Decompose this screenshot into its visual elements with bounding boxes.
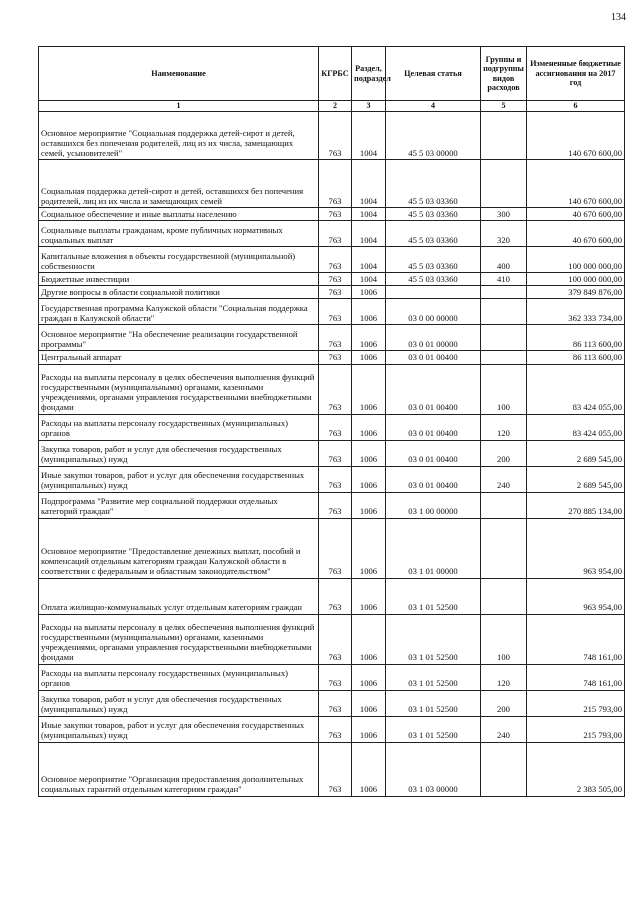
table-row bbox=[39, 440, 625, 466]
row-group: 200 bbox=[481, 440, 527, 466]
row-target: 03 1 01 00000 bbox=[386, 518, 481, 578]
row-name: Социальное обеспечение и иные выплаты населению bbox=[39, 208, 319, 221]
row-amount: 86 113 600,00 bbox=[527, 325, 625, 351]
row-target: 03 0 00 00000 bbox=[386, 299, 481, 325]
row-kgrbs: 763 bbox=[319, 716, 352, 742]
row-group: 120 bbox=[481, 664, 527, 690]
row-amount: 963 954,00 bbox=[527, 518, 625, 578]
row-name: Иные закупки товаров, работ и услуг для обеспечения государственных (муниципальных) нужд bbox=[39, 716, 319, 742]
row-target: 03 0 01 00400 bbox=[386, 440, 481, 466]
row-group: 410 bbox=[481, 273, 527, 286]
row-kgrbs: 763 bbox=[319, 690, 352, 716]
table-row bbox=[39, 299, 625, 325]
row-name: Расходы на выплаты персоналу государственных (муниципальных) органов bbox=[39, 664, 319, 690]
row-target bbox=[386, 286, 481, 299]
row-name: Оплата жилищно-коммунальных услуг отдельным категориям граждан bbox=[39, 578, 319, 614]
row-target: 03 0 01 00000 bbox=[386, 325, 481, 351]
row-kgrbs: 763 bbox=[319, 518, 352, 578]
row-group bbox=[481, 160, 527, 208]
table-row bbox=[39, 351, 625, 364]
column-number: 5 bbox=[481, 101, 527, 112]
row-amount: 100 000 000,00 bbox=[527, 273, 625, 286]
header-target: Целевая статья bbox=[386, 47, 481, 101]
table-row bbox=[39, 614, 625, 664]
row-section: 1006 bbox=[352, 614, 386, 664]
row-kgrbs: 763 bbox=[319, 614, 352, 664]
column-number: 4 bbox=[386, 101, 481, 112]
row-target: 03 0 01 00400 bbox=[386, 466, 481, 492]
header-section: Раздел, подраздел bbox=[352, 47, 386, 101]
row-name: Подпрограмма "Развитие мер социальной поддержки отдельных категорий граждан" bbox=[39, 492, 319, 518]
row-section: 1006 bbox=[352, 664, 386, 690]
row-group: 240 bbox=[481, 716, 527, 742]
row-amount: 379 849 876,00 bbox=[527, 286, 625, 299]
row-target: 45 5 03 03360 bbox=[386, 208, 481, 221]
row-group bbox=[481, 578, 527, 614]
row-kgrbs: 763 bbox=[319, 664, 352, 690]
table-row bbox=[39, 221, 625, 247]
table-row bbox=[39, 286, 625, 299]
row-group: 240 bbox=[481, 466, 527, 492]
row-section: 1006 bbox=[352, 286, 386, 299]
row-kgrbs: 763 bbox=[319, 299, 352, 325]
table-row bbox=[39, 160, 625, 208]
row-kgrbs: 763 bbox=[319, 440, 352, 466]
row-target: 03 0 01 00400 bbox=[386, 414, 481, 440]
row-amount: 140 670 600,00 bbox=[527, 160, 625, 208]
row-name: Закупка товаров, работ и услуг для обеспечения государственных (муниципальных) нужд bbox=[39, 440, 319, 466]
row-section: 1006 bbox=[352, 690, 386, 716]
table-row bbox=[39, 518, 625, 578]
row-section: 1006 bbox=[352, 325, 386, 351]
row-section: 1006 bbox=[352, 466, 386, 492]
column-number: 2 bbox=[319, 101, 352, 112]
table-row bbox=[39, 466, 625, 492]
row-target: 45 5 03 03360 bbox=[386, 247, 481, 273]
row-target: 03 1 01 52500 bbox=[386, 690, 481, 716]
column-number-row bbox=[39, 101, 625, 112]
table-row bbox=[39, 414, 625, 440]
row-target: 03 1 01 52500 bbox=[386, 614, 481, 664]
row-section: 1004 bbox=[352, 112, 386, 160]
header-row bbox=[39, 47, 625, 101]
row-group bbox=[481, 351, 527, 364]
row-amount: 83 424 055,00 bbox=[527, 364, 625, 414]
page-number: 134 bbox=[611, 12, 626, 23]
row-target: 45 5 03 03360 bbox=[386, 221, 481, 247]
row-group bbox=[481, 518, 527, 578]
row-section: 1006 bbox=[352, 351, 386, 364]
row-name: Расходы на выплаты персоналу в целях обеспечения выполнения функций государственными (муниципальными) органами, казенными учреждениями, органами управления государственными внебюджетными фондами bbox=[39, 364, 319, 414]
row-kgrbs: 763 bbox=[319, 247, 352, 273]
row-section: 1004 bbox=[352, 273, 386, 286]
row-section: 1006 bbox=[352, 414, 386, 440]
row-target: 03 0 01 00400 bbox=[386, 364, 481, 414]
row-section: 1006 bbox=[352, 716, 386, 742]
row-target: 45 5 03 00000 bbox=[386, 112, 481, 160]
row-target: 03 0 01 00400 bbox=[386, 351, 481, 364]
row-name: Основное мероприятие "Социальная поддержка детей-сирот и детей, оставшихся без попечения родителей, лиц из их числа, замещающих семей, усыновителей" bbox=[39, 112, 319, 160]
row-kgrbs: 763 bbox=[319, 466, 352, 492]
row-kgrbs: 763 bbox=[319, 160, 352, 208]
row-amount: 748 161,00 bbox=[527, 664, 625, 690]
row-section: 1006 bbox=[352, 440, 386, 466]
row-group: 200 bbox=[481, 690, 527, 716]
row-target: 03 1 00 00000 bbox=[386, 492, 481, 518]
row-amount: 83 424 055,00 bbox=[527, 414, 625, 440]
row-amount: 963 954,00 bbox=[527, 578, 625, 614]
row-amount: 100 000 000,00 bbox=[527, 247, 625, 273]
row-name: Социальная поддержка детей-сирот и детей, оставшихся без попечения родителей, лиц из их числа и замещающих семей bbox=[39, 160, 319, 208]
row-name: Расходы на выплаты персоналу государственных (муниципальных) органов bbox=[39, 414, 319, 440]
header-name: Наименование bbox=[39, 47, 319, 101]
row-amount: 215 793,00 bbox=[527, 716, 625, 742]
row-group bbox=[481, 286, 527, 299]
row-name: Расходы на выплаты персоналу в целях обеспечения выполнения функций государственными (муниципальными) органами, казенными учреждениями, органами управления государственными внебюджетными фондами bbox=[39, 614, 319, 664]
row-amount: 2 689 545,00 bbox=[527, 440, 625, 466]
row-group: 400 bbox=[481, 247, 527, 273]
table-row bbox=[39, 578, 625, 614]
row-kgrbs: 763 bbox=[319, 578, 352, 614]
row-name: Основное мероприятие "Предоставление денежных выплат, пособий и компенсаций отдельным категориям граждан Калужской области в соответствии с федеральным и областным законодательством" bbox=[39, 518, 319, 578]
header-amount: Измененные бюджетные ассигнования на 2017 год bbox=[527, 47, 625, 101]
row-kgrbs: 763 bbox=[319, 325, 352, 351]
row-section: 1006 bbox=[352, 578, 386, 614]
row-group bbox=[481, 112, 527, 160]
row-target: 03 1 03 00000 bbox=[386, 742, 481, 796]
row-kgrbs: 763 bbox=[319, 492, 352, 518]
row-section: 1004 bbox=[352, 221, 386, 247]
row-kgrbs: 763 bbox=[319, 221, 352, 247]
row-name: Закупка товаров, работ и услуг для обеспечения государственных (муниципальных) нужд bbox=[39, 690, 319, 716]
column-number: 3 bbox=[352, 101, 386, 112]
row-target: 45 5 03 03360 bbox=[386, 273, 481, 286]
row-amount: 748 161,00 bbox=[527, 614, 625, 664]
row-kgrbs: 763 bbox=[319, 742, 352, 796]
row-section: 1004 bbox=[352, 160, 386, 208]
row-name: Основное мероприятие "На обеспечение реализации государственной программы" bbox=[39, 325, 319, 351]
row-name: Центральный аппарат bbox=[39, 351, 319, 364]
row-section: 1004 bbox=[352, 247, 386, 273]
row-section: 1006 bbox=[352, 492, 386, 518]
row-amount: 270 885 134,00 bbox=[527, 492, 625, 518]
row-section: 1006 bbox=[352, 299, 386, 325]
column-number: 6 bbox=[527, 101, 625, 112]
header-kgrbs: КГРБС bbox=[319, 47, 352, 101]
row-group bbox=[481, 325, 527, 351]
row-amount: 362 333 734,00 bbox=[527, 299, 625, 325]
row-amount: 2 383 505,00 bbox=[527, 742, 625, 796]
row-section: 1006 bbox=[352, 518, 386, 578]
row-target: 45 5 03 03360 bbox=[386, 160, 481, 208]
row-name: Основное мероприятие "Организация предоставления дополнительных социальных гарантий отдельным категориям граждан" bbox=[39, 742, 319, 796]
table-row bbox=[39, 364, 625, 414]
row-amount: 215 793,00 bbox=[527, 690, 625, 716]
row-kgrbs: 763 bbox=[319, 351, 352, 364]
row-group: 120 bbox=[481, 414, 527, 440]
budget-table bbox=[38, 46, 625, 797]
row-section: 1006 bbox=[352, 742, 386, 796]
row-amount: 86 113 600,00 bbox=[527, 351, 625, 364]
row-target: 03 1 01 52500 bbox=[386, 716, 481, 742]
row-target: 03 1 01 52500 bbox=[386, 664, 481, 690]
row-amount: 140 670 600,00 bbox=[527, 112, 625, 160]
table-row bbox=[39, 664, 625, 690]
table-row bbox=[39, 273, 625, 286]
row-name: Другие вопросы в области социальной политики bbox=[39, 286, 319, 299]
row-kgrbs: 763 bbox=[319, 414, 352, 440]
header-groups: Группы и подгруппы видов расходов bbox=[481, 47, 527, 101]
row-amount: 40 670 600,00 bbox=[527, 221, 625, 247]
table-row bbox=[39, 716, 625, 742]
row-kgrbs: 763 bbox=[319, 208, 352, 221]
row-name: Социальные выплаты гражданам, кроме публичных нормативных социальных выплат bbox=[39, 221, 319, 247]
row-section: 1004 bbox=[352, 208, 386, 221]
table-row bbox=[39, 492, 625, 518]
row-kgrbs: 763 bbox=[319, 112, 352, 160]
row-name: Бюджетные инвестиции bbox=[39, 273, 319, 286]
row-group bbox=[481, 492, 527, 518]
row-group bbox=[481, 742, 527, 796]
row-section: 1006 bbox=[352, 364, 386, 414]
row-kgrbs: 763 bbox=[319, 364, 352, 414]
row-group bbox=[481, 299, 527, 325]
row-group: 300 bbox=[481, 208, 527, 221]
table-row bbox=[39, 208, 625, 221]
table-row bbox=[39, 325, 625, 351]
table-row bbox=[39, 742, 625, 796]
row-amount: 2 689 545,00 bbox=[527, 466, 625, 492]
column-number: 1 bbox=[39, 101, 319, 112]
row-group: 320 bbox=[481, 221, 527, 247]
row-target: 03 1 01 52500 bbox=[386, 578, 481, 614]
row-name: Государственная программа Калужской области "Социальная поддержка граждан в Калужской области" bbox=[39, 299, 319, 325]
row-kgrbs: 763 bbox=[319, 286, 352, 299]
row-name: Иные закупки товаров, работ и услуг для обеспечения государственных (муниципальных) нужд bbox=[39, 466, 319, 492]
row-name: Капитальные вложения в объекты государственной (муниципальной) собственности bbox=[39, 247, 319, 273]
table-row bbox=[39, 247, 625, 273]
table-row bbox=[39, 690, 625, 716]
table-row bbox=[39, 112, 625, 160]
row-amount: 40 670 600,00 bbox=[527, 208, 625, 221]
row-kgrbs: 763 bbox=[319, 273, 352, 286]
row-group: 100 bbox=[481, 364, 527, 414]
row-group: 100 bbox=[481, 614, 527, 664]
